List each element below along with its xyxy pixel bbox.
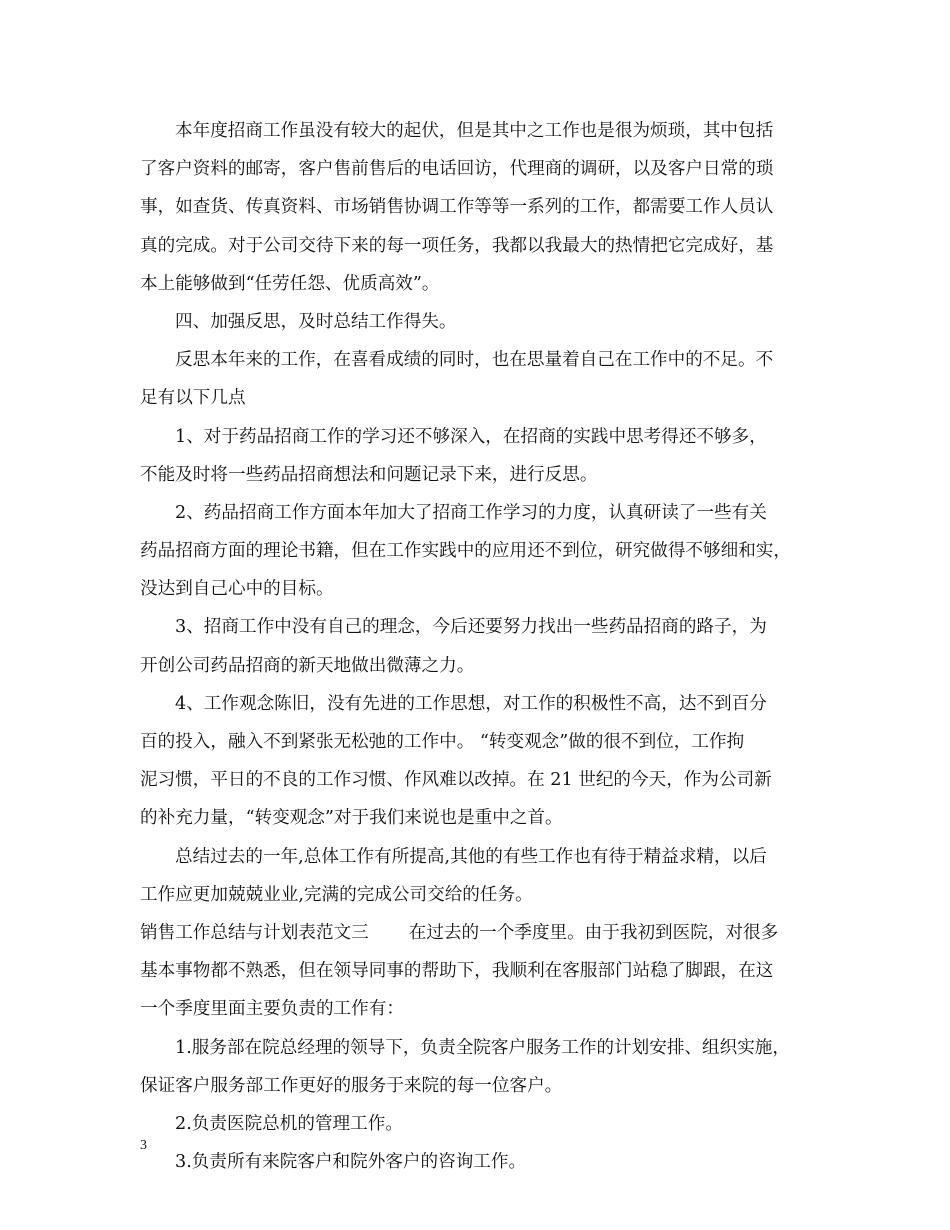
paragraph-line: 事，如查货、传真资料、市场销售协调工作等等一系列的工作，都需要工作人员认: [140, 197, 774, 218]
list-item-line: 开创公司药品招商的新天地做出微薄之力。: [140, 655, 475, 676]
list-item-line: 不能及时将一些药品招商想法和问题记录下来，进行反思。: [140, 464, 598, 485]
list-item-line: 1.服务部在院总经理的领导下，负责全院客户服务工作的计划安排、组织实施，: [175, 1037, 790, 1058]
list-item-line: 2.负责医院总机的管理工作。: [175, 1113, 403, 1134]
paragraph-line: 真的完成。对于公司交待下来的每一项任务，我都以我最大的热情把它完成好，基: [140, 235, 774, 256]
paragraph-line: 总结过去的一年,总体工作有所提高,其他的有些工作也有待于精益求精，以后: [175, 846, 767, 867]
list-item-line: 2、药品招商工作方面本年加大了招商工作学习的力度，认真研读了一些有关: [175, 502, 767, 523]
list-item-line: 百的投入，融入不到紧张无松弛的工作中。 “转变观念”做的很不到位，工作拘: [140, 732, 745, 752]
paragraph-line: 本上能够做到“任劳任怨、优质高效”。: [140, 273, 440, 294]
list-item-line: 药品招商方面的理论书籍，但在工作实践中的应用还不到位，研究做得不够细和实，: [140, 541, 791, 562]
list-item-line: 3.负责所有来院客户和院外客户的咨询工作。: [175, 1152, 527, 1173]
section-title-line: [140, 914, 812, 952]
paragraph-line: 一个季度里面主要负责的工作有：: [140, 999, 404, 1020]
list-item-line: 4、工作观念陈旧，没有先进的工作思想，对工作的积极性不高，达不到百分: [175, 693, 767, 714]
list-item-line: 1、对于药品招商工作的学习还不够深入，在招商的实践中思考得还不够多，: [175, 426, 767, 447]
paragraph-line: 了客户资料的邮寄，客户售前售后的电话回访，代理商的调研，以及客户日常的琐: [140, 159, 774, 180]
paragraph-line: 工作应更加兢兢业业,完满的完成公司交给的任务。: [140, 884, 533, 905]
list-item-line: 泥习惯，平日的不良的工作习惯、作风难以改掉。在 21 世纪的今天，作为公司新: [140, 770, 772, 791]
section-title: 销售工作总结与计划表范文三: [140, 922, 369, 943]
paragraph-line: 反思本年来的工作，在喜看成绩的同时，也在思量着自己在工作中的不足。不: [175, 350, 774, 371]
list-item-line: 的补充力量，“转变观念”对于我们来说也是重中之首。: [140, 808, 563, 829]
document-body: [140, 112, 812, 1181]
list-item-line: 没达到自己心中的目标。: [140, 579, 334, 600]
paragraph-line: 足有以下几点: [140, 388, 246, 409]
paragraph-line: 基本事物都不熟悉，但在领导同事的帮助下，我顺利在客服部门站稳了脚跟，在这: [140, 961, 774, 982]
section-intro-text: 在过去的一个季度里。由于我初到医院，对很多: [408, 922, 779, 943]
list-item-line: 保证客户服务部工作更好的服务于来院的每一位客户。: [140, 1075, 563, 1096]
paragraph-line: 本年度招商工作虽没有较大的起伏，但是其中之工作也是很为烦琐，其中包括: [175, 121, 774, 141]
list-item-line: 3、招商工作中没有自己的理念，今后还要努力找出一些药品招商的路子，为: [175, 617, 767, 638]
page-number: 3: [140, 1138, 147, 1153]
section-heading: 四、加强反思，及时总结工作得失。: [175, 311, 457, 332]
